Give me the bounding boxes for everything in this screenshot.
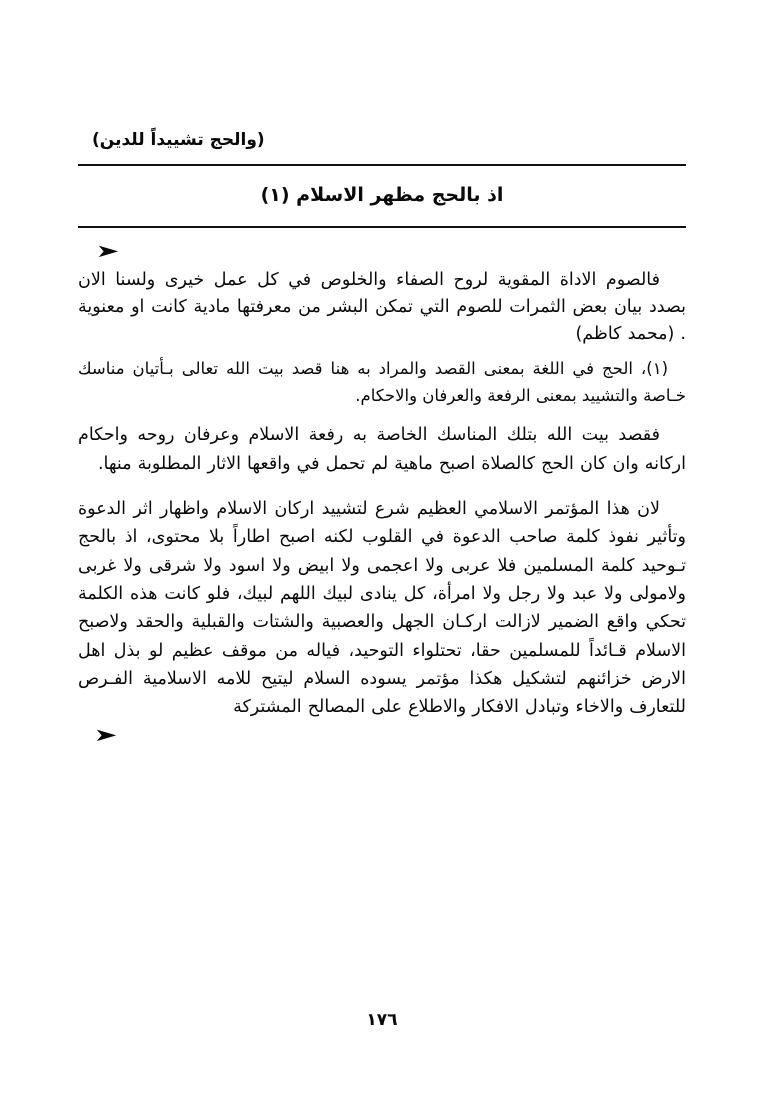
header-divider-bottom: [78, 226, 686, 228]
spacer: [78, 482, 686, 495]
paragraph-islamic-conference: لان هذا المؤتمر الاسلامي العظيم شرع لتشييد اركان الاسلام واظهار اثر الدعوة وتأثير نفوذ كلمة صاحب الدعوة في القلوب لكنه اصبح اطاراً بلا محتوى، اذ بالحج تـوحيد كلمة المسلمين فلا عربى ولا اعجمى ولا ابيض ولا اسود ولا شرقى ولا غربى ولامولى ولا عبد ولا رجل ولا امرأة، كل ينادى لبيك اللهم لبيك، فلو كانت هذه الكلمة تحكي واقع الضمير لازالت اركـان الجهل والعصبية والشتات والقبلية والحقد ولاصبح الاسلام قـائداً للمسلمين حقا، تحتلواء التوحيد، فياله من موقف عظيم لو بذل اهل الارض خزائنهم لتشكيل هكذا مؤتمر يسوده السلام ليتيح للامه الاسلامية الفـرص للتعارف والاخاء وتبادل الافكار والاطلاع على المصالح المشتركة: [78, 498, 686, 718]
ornament-arrow-top-row: [78, 242, 686, 261]
footnote-hajj-definition: (١)، الحج في اللغة بمعنى القصد والمراد به هنا قصد بيت الله تعالى بـأتيان مناسك خـاصة والتشييد بمعنى الرفعة والعرفان والاحكام.: [78, 359, 686, 405]
page-content: [78, 130, 686, 745]
header-divider-top: [78, 164, 686, 166]
paragraph-continued-fasting: فالصوم الاداة المقوية لروح الصفاء والخلوص في كل عمل خيرى ولسنا الان بصدد بيان بعض الثمرات للصوم التي تمكن البشر من معرفتها مادية كانت او معنوية . (محمد كاظم): [78, 270, 686, 345]
arrow-left-icon: ➤: [95, 241, 120, 262]
spacer: [78, 413, 686, 421]
arrow-left-icon: ➤: [93, 724, 118, 746]
page-header-title: (والحج تشييداً للدين): [92, 130, 265, 150]
paragraph-intent-of-house: فقصد بيت الله بتلك المناسك الخاصة به رفعة الاسلام وعرفان روحه واحكام اركانه وان كان الحج كالصلاة اصبح ماهية لم تحمل في واقعها الاثار المطلوبة منها.: [78, 425, 686, 474]
section-subtitle: اذ بالحج مظهر الاسلام (١): [260, 184, 504, 206]
ornament-arrow-bottom-row: [78, 726, 686, 745]
page-number: ١٧٦: [366, 1010, 398, 1030]
